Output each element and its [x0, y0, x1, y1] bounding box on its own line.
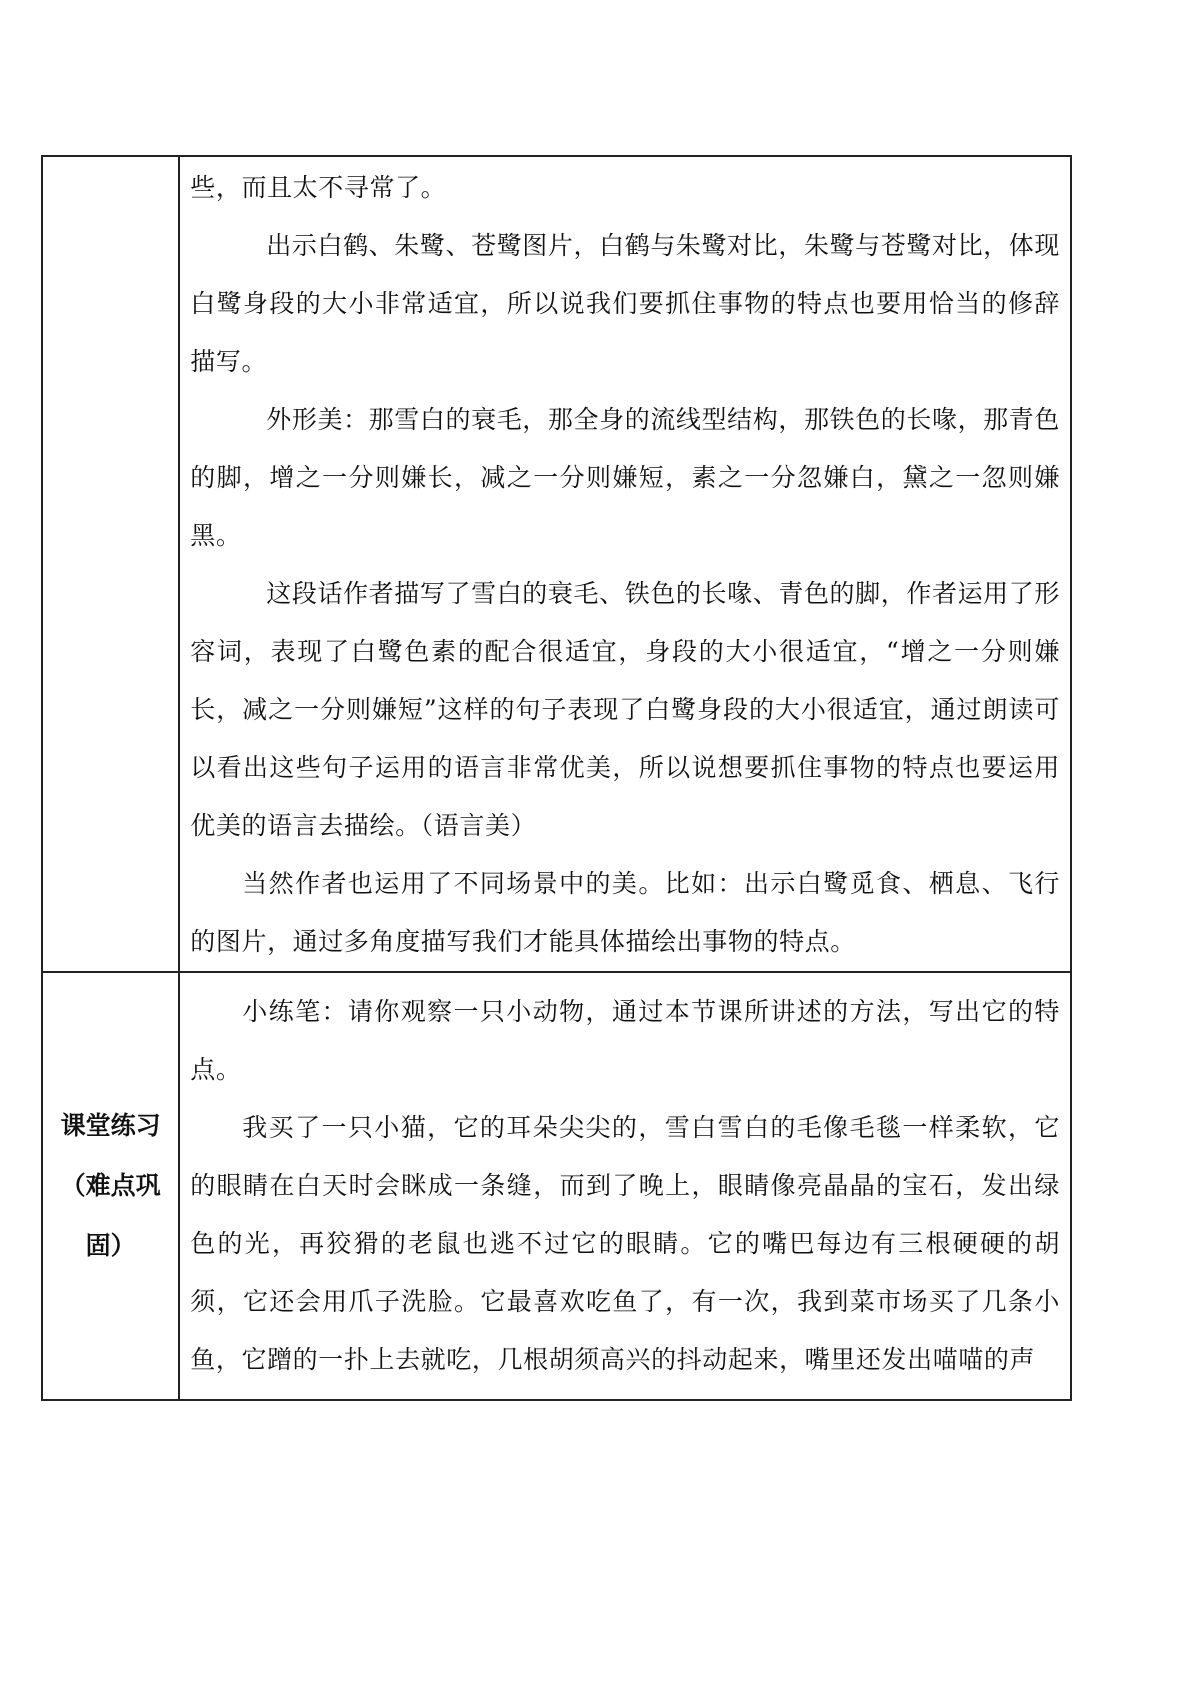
paragraph-analysis: 这段话作者描写了雪白的衰毛、铁色的长喙、青色的脚，作者运用了形容词，表现了白鹭色素的配合很适宜，身段的大小很适宜，“增之一分则嫌长，减之一分则嫌短”这样的句子表现了白鹭身段的大小很适宜，通过朗读可以看出这些句子运用的语言非常优美，所以说想要抓住事物的特点也要运用优美的语言去描绘。（语言美）: [190, 579, 1060, 840]
row-label-practice: [42, 972, 179, 1400]
paragraph-scenes: 当然作者也运用了不同场景中的美。比如：出示白鹭觅食、栖息、飞行的图片，通过多角度描写我们才能具体描绘出事物的特点。: [190, 869, 1060, 956]
paragraph-sample-writing: 我买了一只小猫，它的耳朵尖尖的，雪白雪白的毛像毛毯一样柔软，它的眼睛在白天时会眯成一条缝，而到了晚上，眼睛像亮晶晶的宝石，发出绿色的光，再狡猾的老鼠也逃不过它的眼睛。它的嘴巴每边有三根硬硬的胡须，它还会用爪子洗脸。它最喜欢吃鱼了，有一次，我到菜市场买了几条小鱼，它蹭的一扑上去就吃，几根胡须高兴的抖动起来，嘴里还发出喵喵的声: [190, 1113, 1060, 1374]
paragraph-appearance: 外形美：那雪白的衰毛，那全身的流线型结构，那铁色的长喙，那青色的脚，增之一分则嫌长，减之一分则嫌短，素之一分忽嫌白，黛之一忽则嫌黑。: [190, 405, 1060, 550]
row-label-empty: [42, 156, 179, 972]
paragraph-comparison: 出示白鹤、朱鹭、苍鹭图片，白鹤与朱鹭对比，朱鹭与苍鹭对比，体现白鹭身段的大小非常适宜，所以说我们要抓住事物的特点也要用恰当的修辞描写。: [190, 231, 1060, 376]
paragraph-exercise-prompt: 小练笔：请你观察一只小动物，通过本节课所讲述的方法，写出它的特点。: [190, 997, 1060, 1084]
label-text: 课堂练习（难点巩固）: [60, 1111, 161, 1260]
lesson-plan-table: [41, 155, 1072, 1401]
row-content: [179, 972, 1071, 1400]
table-row: [42, 156, 1071, 972]
row-content: [179, 156, 1071, 972]
paragraph-continuation: 些，而且太不寻常了。: [190, 173, 447, 202]
table-row: [42, 972, 1071, 1400]
